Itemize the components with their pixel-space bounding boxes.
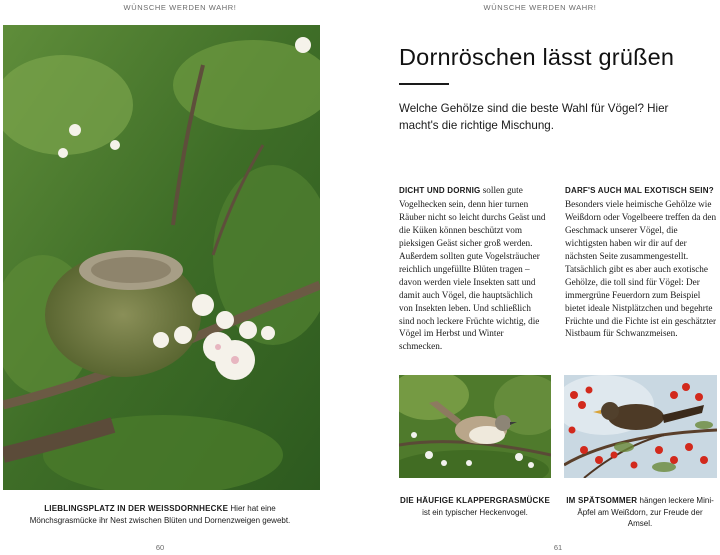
caption-blackbird-text: hängen leckere Mini-Äpfel am Weißdorn, zur Freude der Amsel. (577, 496, 714, 529)
photo-blackbird-hawthorn-berries (564, 375, 717, 478)
column-2-lead-in: DARF'S AUCH MAL EXOTISCH SEIN? (565, 186, 714, 195)
caption-nest-head: LIEBLINGSPLATZ IN DER WEISSDORNHECKE (44, 504, 229, 513)
caption-nest-text: Hier hat eine Mönchsgrasmücke ihr Nest zwischen Blüten und Dornenzweigen gewebt. (29, 504, 291, 525)
body-column-1 (399, 184, 547, 353)
page-title: Dornröschen lässt grüßen (399, 44, 675, 70)
body-column-2 (565, 184, 717, 340)
title-rule (399, 83, 449, 85)
running-head-left: WÜNSCHE WERDEN WAHR! (123, 3, 237, 12)
caption-blackbird-head: IM SPÄTSOMMER (566, 496, 638, 505)
page-number-right: 61 (553, 543, 563, 552)
warbler-illustration (399, 375, 551, 478)
caption-blackbird (565, 495, 715, 530)
running-head-right: WÜNSCHE WERDEN WAHR! (483, 3, 597, 12)
column-1-lead-in: DICHT UND DORNIG (399, 186, 481, 195)
caption-warbler-text: ist ein typischer Heckenvogel. (422, 507, 528, 517)
photo-lesser-whitethroat (399, 375, 551, 478)
column-1-text: sollen gute Vogelhecken sein, denn hier turnen Räuber nicht so leicht durchs Geäst und die Küken können beschützt vom pieksigen Geäst sicher groß werden. Außerdem sollten gute Vogelsträucher reichlich ungefüllte Blüten tragen – davon werden viele Insekten satt und damit auch Vögel, die hauptsächlich von Insekten leben. Und schließlich sind noch leckere Früchte wichtig, die Vögel im Herbst und Winter schmecken. (399, 185, 546, 352)
photo-nest-in-hawthorn (3, 25, 320, 490)
caption-warbler (399, 495, 551, 518)
blackbird-illustration (564, 375, 717, 478)
lead-paragraph: Welche Gehölze sind die beste Wahl für Vögel? Hier macht's die richtige Mischung. (399, 102, 669, 132)
caption-warbler-head: DIE HÄUFIGE KLAPPERGRASMÜCKE (399, 496, 551, 505)
column-2-text: Besonders viele heimische Gehölze wie Weißdorn oder Vogelbeere treffen da den Geschmack unserer Vögel, die wichtigsten haben wir dir auf der nächsten Seite zusammengestellt. Tatsächlich gibt es aber auch exotische Gehölze, die toll sind für Vögel: Der immergrüne Feuerdorn zum Beispiel bietet ideale Nistplätzchen und begehrte Früchte und die Fichte ist ein geschätzter Nistbaum für Schwanzmeisen. (565, 198, 717, 339)
nest-illustration (3, 25, 320, 490)
page-number-left: 60 (155, 543, 165, 552)
caption-nest (10, 503, 310, 526)
